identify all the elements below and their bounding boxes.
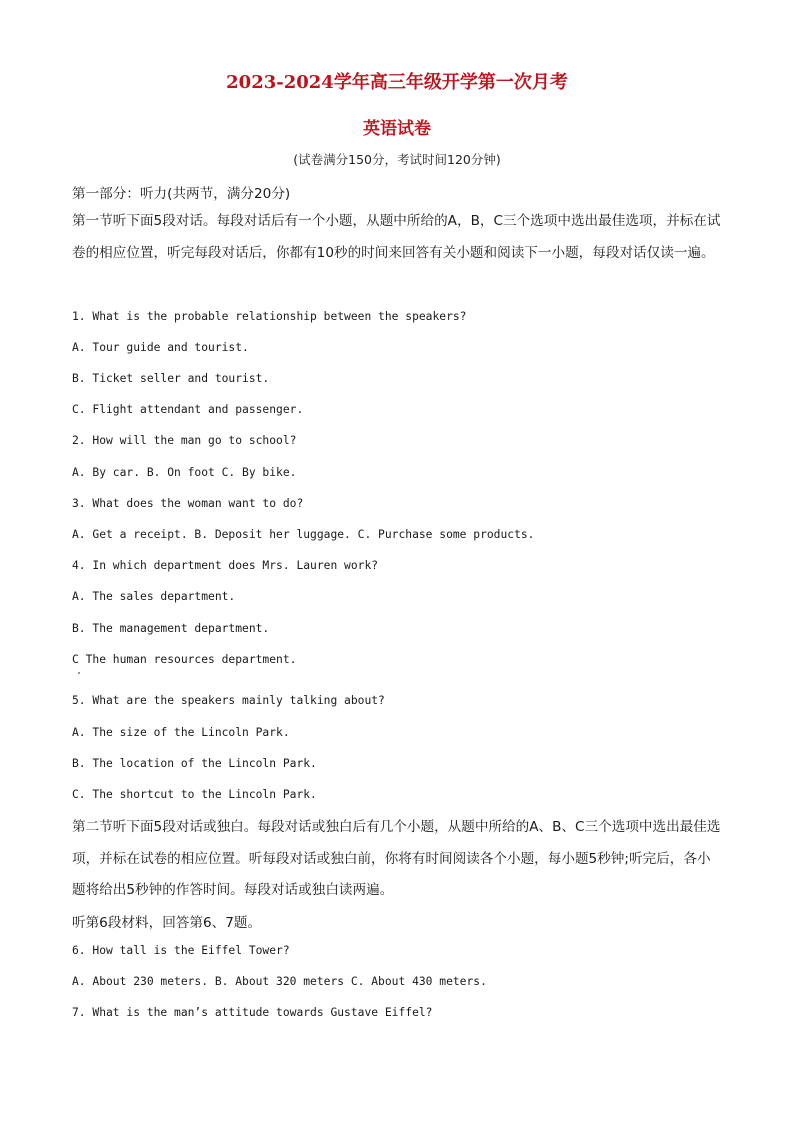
section2-instructions: 第二节听下面5段对话或独白。每段对话或独白后有几个小题，从题中所给的A、B、C三个选项中选出最佳选项，并标在试卷的相应位置。听每段对话或独白前，你将有时间阅读各个小题，每小题5秒钟;听完后，各小题将给出5秒钟的作答时间。每段对话或独白读两遍。	[72, 819, 721, 898]
q4-option-b: B. The management department.	[72, 622, 270, 635]
section1-instructions: 第一节听下面5段对话。每段对话后有一个小题，从题中所给的A，B，C三个选项中选出最佳选项，并标在试卷的相应位置，听完每段对话后，你都有10秒的时间来回答有关小题和阅读下一小题，每段对话仅读一遍。	[72, 213, 721, 261]
exam-title: 2023-2024学年高三年级开学第一次月考	[226, 72, 568, 93]
q4-option-c: C The human resources department.	[72, 653, 297, 666]
q4-option-a: A. The sales department.	[72, 590, 236, 603]
q5-option-c: C. The shortcut to the Lincoln Park.	[72, 788, 317, 801]
q6-stem: 6. How tall is the Eiffel Tower?	[72, 944, 290, 957]
stray-mark	[78, 672, 80, 674]
material6-heading: 听第6段材料，回答第6、7题。	[72, 915, 262, 931]
q2-options: A. By car. B. On foot C. By bike.	[72, 466, 297, 479]
q1-option-b: B. Ticket seller and tourist.	[72, 372, 270, 385]
q1-stem: 1. What is the probable relationship between the speakers?	[72, 310, 467, 323]
subject-title: 英语试卷	[363, 119, 431, 139]
q7-stem: 7. What is the man’s attitude towards Gustave Eiffel?	[72, 1006, 433, 1019]
q1-option-a: A. Tour guide and tourist.	[72, 341, 249, 354]
q3-options: A. Get a receipt. B. Deposit her luggage. C. Purchase some products.	[72, 528, 535, 541]
part1-heading: 第一部分：听力(共两节，满分20分)	[72, 186, 291, 202]
q2-stem: 2. How will the man go to school?	[72, 434, 297, 447]
q1-option-c: C. Flight attendant and passenger.	[72, 403, 304, 416]
q4-stem: 4. In which department does Mrs. Lauren work?	[72, 559, 379, 572]
q6-options: A. About 230 meters. B. About 320 meters C. About 430 meters.	[72, 975, 487, 988]
q3-stem: 3. What does the woman want to do?	[72, 497, 304, 510]
q5-option-a: A. The size of the Lincoln Park.	[72, 726, 290, 739]
q5-option-b: B. The location of the Lincoln Park.	[72, 757, 317, 770]
q5-stem: 5. What are the speakers mainly talking about?	[72, 694, 385, 707]
exam-info: (试卷满分150分，考试时间120分钟)	[293, 152, 501, 167]
